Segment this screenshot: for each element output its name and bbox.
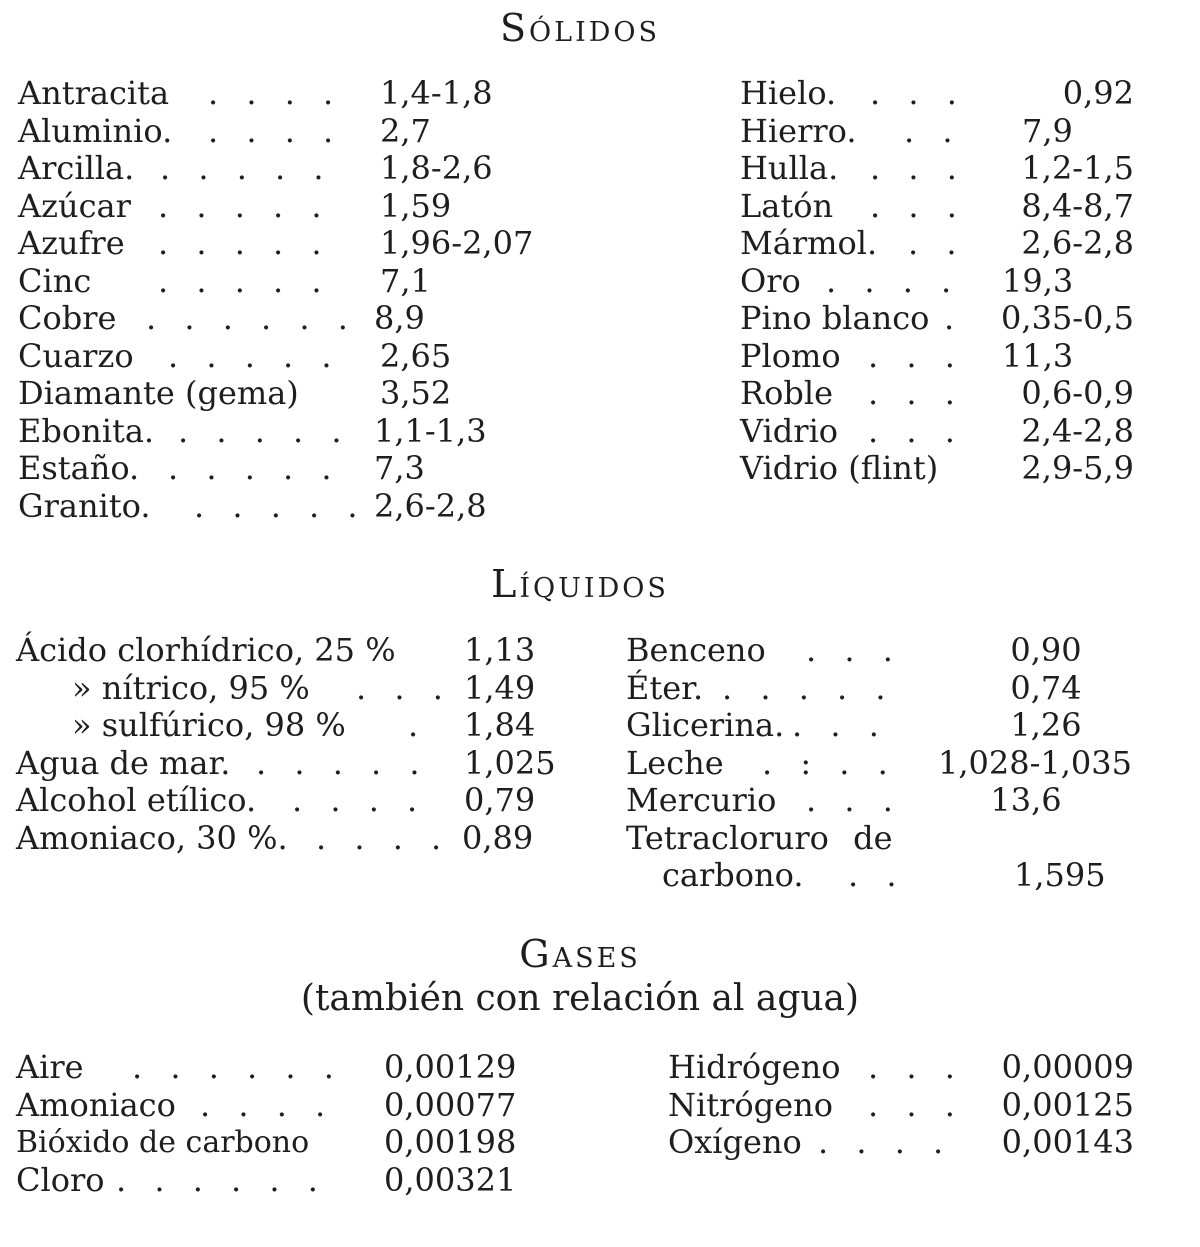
- leader-dots: . . . . .: [158, 261, 331, 300]
- table-row: [740, 450, 1140, 488]
- table-row: [740, 375, 1140, 413]
- material-name: Bióxido de carbono: [16, 1125, 310, 1160]
- table-row: [18, 450, 558, 488]
- table-row: [740, 225, 1140, 263]
- density-value: 0,90: [1010, 631, 1082, 669]
- density-value: 7,3: [374, 449, 425, 487]
- leader-dots: . . .: [868, 411, 964, 450]
- density-value: 1,8-2,6: [380, 149, 493, 187]
- density-value: 8,4-8,7: [1021, 186, 1134, 225]
- gases-right-column: [668, 1049, 1138, 1162]
- leader-dots: . . . . . .: [146, 299, 357, 337]
- material-name: » nítrico, 95 %: [72, 668, 310, 707]
- density-value: 7,1: [380, 261, 431, 300]
- density-value: 13,6: [990, 781, 1062, 819]
- table-row: [626, 632, 1146, 670]
- material-name: Glicerina.: [626, 706, 785, 744]
- density-value: 2,7: [380, 111, 431, 150]
- leader-dots: . .: [848, 856, 906, 894]
- leader-dots: . .: [908, 224, 966, 262]
- table-row: [18, 300, 558, 338]
- density-value: 1,84: [464, 706, 536, 744]
- table-row: [740, 413, 1140, 451]
- density-value: 1,2-1,5: [1021, 149, 1134, 187]
- density-value: 1,59: [380, 186, 452, 225]
- leader-dots: . . . . .: [158, 224, 331, 262]
- table-row: [668, 1049, 1138, 1087]
- material-name: Hulla.: [740, 149, 839, 187]
- solidos-heading: Sólidos: [499, 6, 661, 50]
- material-name: Roble: [740, 374, 834, 412]
- density-value: 1,96-2,07: [380, 224, 534, 262]
- material-name: Granito.: [18, 486, 151, 525]
- table-row: [18, 113, 558, 151]
- density-value: 1,025: [464, 743, 556, 782]
- leader-dots: . .: [904, 111, 962, 150]
- material-name: Estaño.: [18, 449, 140, 487]
- leader-dots: . . . .: [818, 1123, 953, 1161]
- density-value: 7,9: [1022, 111, 1073, 150]
- leader-dots: . . . . .: [178, 411, 351, 450]
- density-value: 2,65: [380, 336, 452, 375]
- leader-dots: . . .: [870, 149, 966, 187]
- leader-dots: . . . . .: [158, 186, 331, 225]
- material-name: carbono.: [662, 856, 804, 894]
- material-name: Benceno: [626, 631, 766, 669]
- table-row: [18, 488, 558, 526]
- table-row: [740, 338, 1140, 376]
- leader-dots: . . .: [868, 1085, 964, 1124]
- density-value: 0,00077: [384, 1085, 517, 1124]
- density-value: 1,595: [1014, 856, 1106, 894]
- leader-dots: . . . . .: [168, 336, 341, 375]
- leader-dots: . . .: [868, 1048, 964, 1086]
- density-value: 0,79: [464, 781, 536, 819]
- material-name: Mármol.: [740, 224, 878, 262]
- material-name: Cinc: [18, 261, 92, 300]
- leader-dots: . . . . . .: [132, 1048, 343, 1086]
- material-name: Pino blanco: [740, 299, 930, 337]
- density-value: 0,6-0,9: [1021, 374, 1134, 412]
- density-value: 0,74: [1010, 668, 1082, 707]
- leader-dots: .: [408, 706, 428, 744]
- table-row: [18, 150, 558, 188]
- table-row: [16, 1124, 576, 1162]
- leader-dots: . . .: [356, 668, 452, 707]
- liquidos-heading: Líquidos: [491, 562, 669, 606]
- density-value: 0,00143: [1001, 1123, 1134, 1161]
- density-value: 0,00321: [384, 1160, 517, 1199]
- gases-left-column: [16, 1049, 576, 1199]
- density-value: 0,00129: [384, 1048, 517, 1086]
- density-value: 1,4-1,8: [380, 74, 493, 112]
- gases-heading: Gases: [519, 932, 641, 976]
- table-row: [740, 150, 1140, 188]
- leader-dots: . . . .: [208, 111, 343, 150]
- table-row: [16, 670, 596, 708]
- material-name: Éter.: [626, 668, 704, 707]
- material-name: Latón: [740, 186, 834, 225]
- density-value: 2,4-2,8: [1021, 411, 1134, 450]
- table-row: [740, 113, 1140, 151]
- gases-subheading: (también con relación al agua): [300, 978, 860, 1019]
- leader-dots: . . .: [806, 781, 902, 819]
- table-row: [16, 1049, 576, 1087]
- table-row: [626, 857, 1146, 895]
- density-value: 1,028-1,035: [937, 743, 1132, 782]
- table-row: [740, 300, 1140, 338]
- leader-dots: . . . .: [316, 818, 451, 857]
- table-row: [18, 413, 558, 451]
- table-row: [740, 188, 1140, 226]
- table-row: [18, 338, 558, 376]
- density-value: 2,6-2,8: [374, 486, 487, 525]
- material-name: Agua de mar.: [16, 743, 231, 782]
- solidos-right-column: [740, 75, 1140, 488]
- density-value: 0,00009: [1001, 1048, 1134, 1086]
- leader-dots: . . .: [792, 706, 888, 744]
- table-row: [18, 263, 558, 301]
- leader-dots: . . . . .: [722, 668, 895, 707]
- leader-dots: . . . . .: [168, 449, 341, 487]
- material-name: Ebonita.: [18, 411, 155, 450]
- table-row: [18, 375, 558, 413]
- table-row: [16, 632, 596, 670]
- material-name: Amoniaco: [16, 1085, 176, 1124]
- table-row: [16, 820, 596, 858]
- table-row: [668, 1124, 1138, 1162]
- material-name: Oxígeno: [668, 1123, 802, 1161]
- material-name: Cuarzo: [18, 336, 134, 375]
- density-value: 1,49: [464, 668, 536, 707]
- table-row: [16, 707, 596, 745]
- density-value: 1,13: [464, 631, 536, 669]
- material-name: Cloro: [16, 1160, 105, 1199]
- liquidos-left-column: [16, 632, 596, 857]
- table-row: [626, 707, 1146, 745]
- material-name: Aire: [16, 1048, 84, 1086]
- leader-dots: . . . .: [292, 781, 427, 819]
- leader-dots: . . .: [868, 374, 964, 412]
- leader-dots: .: [944, 299, 964, 337]
- material-name: Amoniaco, 30 %.: [16, 818, 288, 857]
- table-row: [668, 1087, 1138, 1125]
- leader-dots: . . . .: [208, 74, 343, 112]
- leader-dots: . . . . . .: [116, 1160, 327, 1199]
- material-name: Cobre: [18, 299, 117, 337]
- table-row: [16, 1162, 576, 1200]
- material-name: Hierro.: [740, 111, 857, 150]
- table-row: [626, 782, 1146, 820]
- material-name: Mercurio: [626, 781, 777, 819]
- density-value: 0,92: [1062, 74, 1134, 112]
- material-name: Plomo: [740, 336, 841, 375]
- leader-dots: . . . .: [200, 1085, 335, 1124]
- material-name: Tetracloruro de: [626, 818, 893, 857]
- material-name: Azúcar: [18, 186, 131, 225]
- density-value: 19,3: [1002, 261, 1074, 300]
- material-name: Vidrio: [740, 411, 839, 450]
- leader-dots: . . .: [870, 186, 966, 225]
- table-row: [740, 75, 1140, 113]
- material-name: Arcilla.: [18, 149, 135, 187]
- leader-dots: . . .: [868, 336, 964, 375]
- material-name: » sulfúrico, 98 %: [72, 706, 346, 744]
- density-value: 2,6-2,8: [1021, 224, 1134, 262]
- liquidos-right-column: [626, 632, 1146, 895]
- density-value: 0,89: [462, 818, 534, 857]
- table-row: [626, 745, 1146, 783]
- density-value: 1,1-1,3: [374, 411, 487, 450]
- material-name: Antracita: [18, 74, 170, 112]
- material-name: Vidrio (flint): [740, 449, 939, 487]
- material-name: Oro: [740, 261, 801, 300]
- table-row: [16, 1087, 576, 1125]
- leader-dots: . . . . .: [160, 149, 333, 187]
- table-row: [18, 75, 558, 113]
- density-value: 3,52: [380, 374, 452, 412]
- material-name: Azufre: [18, 224, 125, 262]
- table-row: [16, 745, 596, 783]
- table-row: [16, 782, 596, 820]
- density-value: 2,9-5,9: [1021, 449, 1134, 487]
- table-row: [740, 263, 1140, 301]
- material-name: Aluminio.: [18, 111, 173, 150]
- leader-dots: . . . .: [826, 261, 961, 300]
- density-value: 0,35-0,5: [1001, 299, 1134, 337]
- table-row: [626, 670, 1146, 708]
- density-value: 0,00125: [1001, 1085, 1134, 1124]
- material-name: Hielo.: [740, 74, 837, 112]
- density-value: 8,9: [374, 299, 425, 337]
- leader-dots: . . .: [806, 631, 902, 669]
- table-row: [626, 820, 1146, 858]
- material-name: Leche: [626, 743, 724, 782]
- leader-dots: . . .: [870, 74, 966, 112]
- leader-dots: . : . .: [762, 743, 897, 782]
- density-value: 11,3: [1002, 336, 1074, 375]
- table-row: [18, 225, 558, 263]
- material-name: Alcohol etílico.: [16, 781, 257, 819]
- material-name: Hidrógeno: [668, 1048, 841, 1086]
- material-name: Diamante (gema): [18, 374, 299, 412]
- solidos-left-column: [18, 75, 558, 525]
- table-row: [18, 188, 558, 226]
- leader-dots: . . . . .: [256, 743, 429, 782]
- material-name: Nitrógeno: [668, 1085, 833, 1124]
- material-name: Ácido clorhídrico, 25 %: [16, 631, 396, 669]
- density-value: 0,00198: [384, 1123, 517, 1161]
- leader-dots: . . . . .: [194, 486, 367, 525]
- density-value: 1,26: [1010, 706, 1082, 744]
